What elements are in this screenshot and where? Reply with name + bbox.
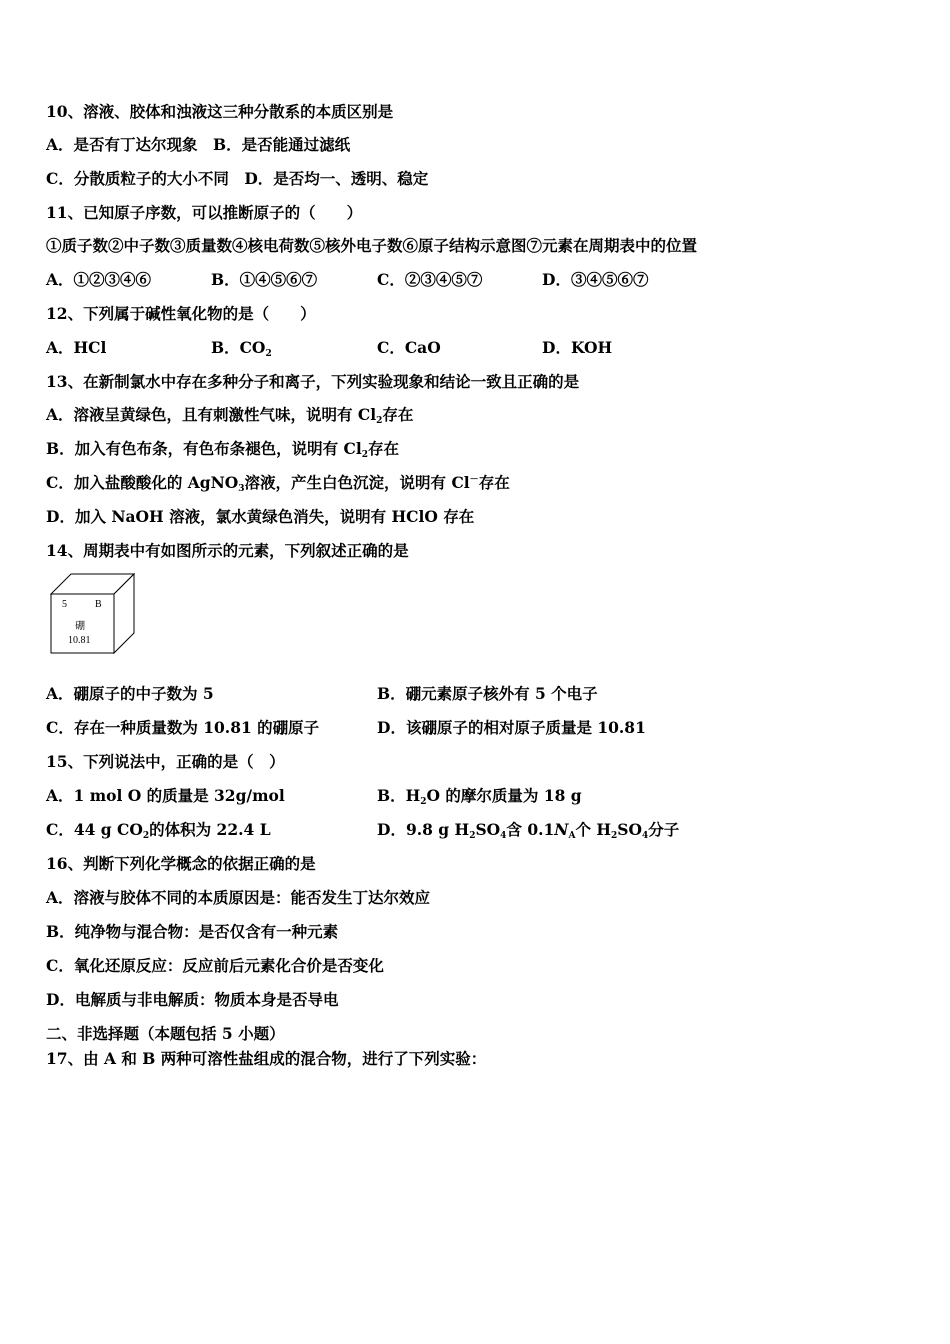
q14-option-c: C．存在一种质量数为 10.81 的硼原子 xyxy=(46,718,320,737)
q11-stem: 11、已知原子序数，可以推断原子的（ ） xyxy=(46,203,363,222)
q12-option-d: D．KOH xyxy=(542,338,613,357)
q12-option-c: C．CaO xyxy=(377,338,441,357)
q11-option-b: B．①④⑤⑥⑦ xyxy=(211,270,318,289)
q13-stem: 13、在新制氯水中存在多种分子和离子，下列实验现象和结论一致且正确的是 xyxy=(46,372,580,391)
element-atomic-mass: 10.81 xyxy=(68,635,91,646)
q10-stem: 10、溶液、胶体和浊液这三种分散系的本质区别是 xyxy=(46,102,394,121)
q12-stem: 12、下列属于碱性氧化物的是（ ） xyxy=(46,304,316,323)
q13-option-a: A．溶液呈黄绿色，且有刺激性气味，说明有 $Cl_2$存在 xyxy=(46,405,414,426)
q14-option-b: B．硼元素原子核外有 5 个电子 xyxy=(377,684,598,703)
boron-element-card xyxy=(50,573,140,661)
section-2-heading: 二、非选择题（本题包括 5 小题） xyxy=(46,1024,285,1043)
q15-option-c: C．44 g $CO_2$的体积为 22.4 L xyxy=(46,820,271,841)
q11-items: ①质子数②中子数③质量数④核电荷数⑤核外电子数⑥原子结构示意图⑦元素在周期表中的位置 xyxy=(46,236,698,255)
q16-option-d: D．电解质与非电解质：物质本身是否导电 xyxy=(46,990,339,1009)
q12-option-a: A．HCl xyxy=(46,338,107,357)
q12-option-b: B．$CO_2$ xyxy=(211,338,272,359)
q14-option-d: D．该硼原子的相对原子质量是 10.81 xyxy=(377,718,646,737)
q11-option-c: C．②③④⑤⑦ xyxy=(377,270,483,289)
element-atomic-number: 5 xyxy=(62,599,67,610)
q17-stem: 17、由 A 和 B 两种可溶性盐组成的混合物，进行了下列实验： xyxy=(46,1049,487,1068)
q16-option-c: C．氧化还原反应：反应前后元素化合价是否变化 xyxy=(46,956,384,975)
q15-option-b: B．$H_2O$ 的摩尔质量为 18 g xyxy=(377,786,582,807)
q15-option-d: D．9.8 g $H_2SO_4$含 $0.1N_A$个 $H_2SO_4$分子 xyxy=(377,820,680,841)
element-card-graphic xyxy=(50,573,140,657)
q15-stem: 15、下列说法中，正确的是（ ） xyxy=(46,752,285,771)
q16-option-b: B．纯净物与混合物：是否仅含有一种元素 xyxy=(46,922,339,941)
q16-stem: 16、判断下列化学概念的依据正确的是 xyxy=(46,854,316,873)
q11-option-d: D．③④⑤⑥⑦ xyxy=(542,270,649,289)
element-symbol: B xyxy=(95,599,102,610)
q10-options-ab: A．是否有丁达尔现象 B．是否能通过滤纸 xyxy=(46,135,351,154)
q16-option-a: A．溶液与胶体不同的本质原因是：能否发生丁达尔效应 xyxy=(46,888,431,907)
q11-option-a: A．①②③④⑥ xyxy=(46,270,152,289)
q13-option-d: D．加入 NaOH 溶液，氯水黄绿色消失，说明有 HClO 存在 xyxy=(46,507,475,526)
q13-option-b: B．加入有色布条，有色布条褪色，说明有 $Cl_2$存在 xyxy=(46,439,400,460)
q10-options-cd: C．分散质粒子的大小不同 D．是否均一、透明、稳定 xyxy=(46,169,429,188)
q14-stem: 14、周期表中有如图所示的元素，下列叙述正确的是 xyxy=(46,541,409,560)
element-name: 硼 xyxy=(75,621,85,632)
q13-option-c: C．加入盐酸酸化的 AgNO$_3$溶液，产生白色沉淀，说明有 Cl－存在 xyxy=(46,473,510,494)
q14-option-a: A．硼原子的中子数为 5 xyxy=(46,684,214,703)
q15-option-a: A．1 mol O 的质量是 32g/mol xyxy=(46,786,285,805)
